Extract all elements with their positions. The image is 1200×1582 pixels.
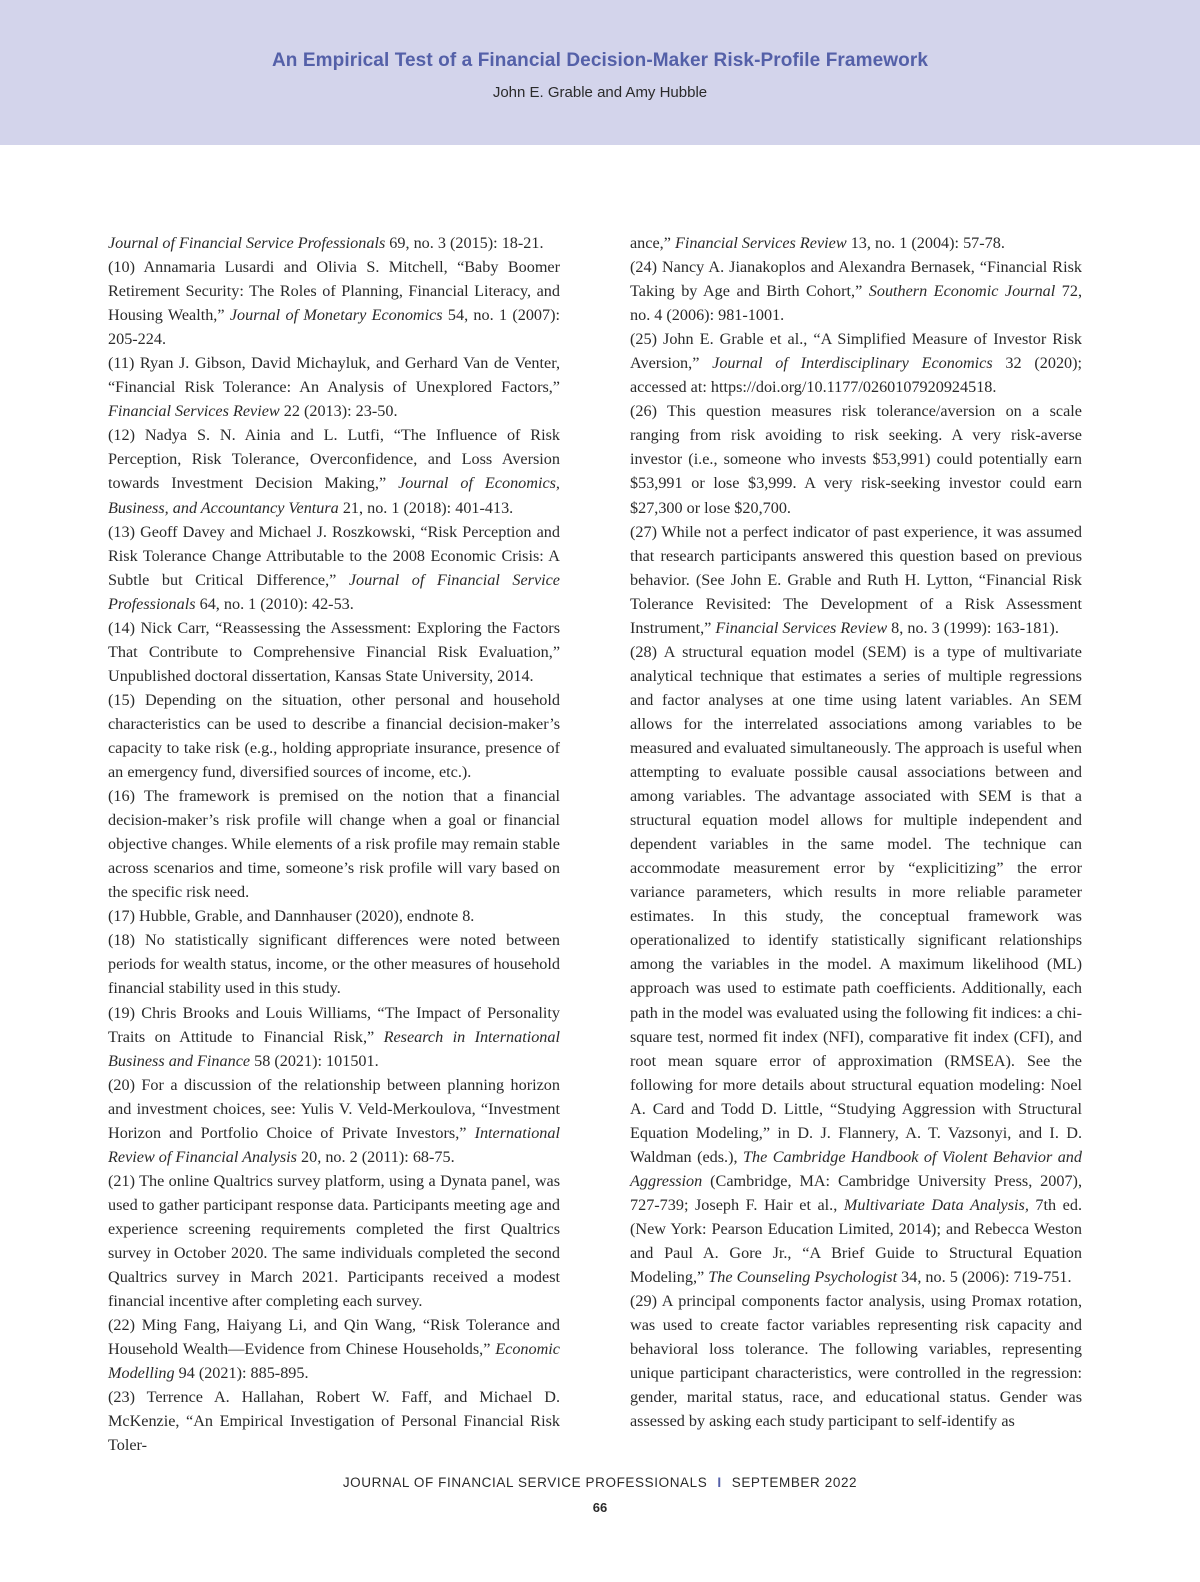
endnote-text: (25) John E. Grable et al., “A Simplified Measure of Investor Risk Aversion,” [630, 330, 1082, 373]
endnote-text: (18) No statistically significant differences were noted between periods for wealth status, income, or the other measures of household financial stability used in this study. [108, 931, 560, 998]
endnote-note-14 [108, 616, 560, 688]
endnote-text: (Cambridge, MA: Cambridge University Press, 2007), 727-739; Joseph F. Hair et al., [630, 1171, 1082, 1214]
endnote-text: (27) While not a perfect indicator of past experience, it was assumed that research participants answered this question based on previous behavior. (See John E. Grable and Ruth H. Lytton, “Financial Risk Tolerance Revisited: The Development of a Risk Assessment Instrument,” [630, 522, 1082, 637]
endnote-text: 58 (2021): 101501. [250, 1051, 379, 1070]
endnote-text: (13) Geoff Davey and Michael J. Roszkowski, “Risk Perception and Risk Tolerance Change Attributable to the 2008 Economic Crisis: A Subtle but Critical Difference,” [108, 522, 560, 589]
footer-separator: I [717, 1475, 722, 1490]
endnote-note-17 [108, 904, 560, 928]
endnote-note-29 [630, 1289, 1082, 1433]
page-number: 66 [592, 1500, 608, 1515]
endnote-text: (10) Annamaria Lusardi and Olivia S. Mitchell, “Baby Boomer Retirement Security: The Roles of Planning, Financial Literacy, and Housing Wealth,” [108, 258, 560, 325]
endnote-note-27 [630, 520, 1082, 640]
endnote-text: (20) For a discussion of the relationship between planning horizon and investment choices, see: Yulis V. Veld-Merkoulova, “Investment Horizon and Portfolio Choice of Private Investors,” [108, 1075, 560, 1142]
endnote-text: 72, no. 4 (2006): 981-1001. [630, 282, 1082, 325]
endnotes-right-column [630, 231, 1082, 1433]
endnote-text: (26) This question measures risk tolerance/aversion on a scale ranging from risk avoiding to risk seeking. A very risk-averse investor (i.e., someone who invests $53,991) could potentially earn $53,991 or lose $3,999. A very risk-seeking investor could earn $27,300 or lose $20,700. [630, 402, 1082, 517]
citation-title: Journal of Economics, Business, and Accountancy Ventura [108, 474, 560, 517]
endnote-note-22 [108, 1313, 560, 1385]
endnote-text: 8, no. 3 (1999): 163-181). [887, 618, 1059, 637]
citation-title: Southern Economic Journal [868, 282, 1056, 301]
endnote-text: 69, no. 3 (2015): 18-21. [385, 234, 544, 252]
endnote-note-10 [108, 255, 560, 351]
citation-title: Financial Services Review [108, 402, 280, 421]
citation-title: Research in International Business and Finance [108, 1027, 560, 1070]
citation-title: The Counseling Psychologist [708, 1268, 898, 1287]
endnote-text: (22) Ming Fang, Haiyang Li, and Qin Wang, “Risk Tolerance and Household Wealth—Evidence from Chinese Households,” [108, 1316, 560, 1359]
citation-title: Journal of Financial Service Professionals [108, 570, 560, 613]
footer-journal-line [0, 1475, 1200, 1490]
endnote-note-19 [108, 1001, 560, 1073]
endnote-note-18 [108, 928, 560, 1000]
endnote-text: 94 (2021): 885-895. [174, 1364, 309, 1383]
endnote-note-25 [630, 327, 1082, 399]
endnote-text: (23) Terrence A. Hallahan, Robert W. Faff, and Michael D. McKenzie, “An Empirical Investigation of Personal Financial Risk Toler- [108, 1388, 560, 1455]
endnote-text: 21, no. 1 (2018): 401-413. [338, 498, 514, 517]
citation-title: Journal of Interdisciplinary Economics [712, 354, 993, 373]
footer-issue-date: SEPTEMBER 2022 [731, 1475, 858, 1490]
endnote-note-24 [630, 255, 1082, 327]
citation-title: Multivariate Data Analysis, [843, 1195, 1029, 1214]
endnote-text: 34, no. 5 (2006): 719-751. [897, 1268, 1072, 1287]
endnote-note-12 [108, 423, 560, 519]
endnote-text: (29) A principal components factor analysis, using Promax rotation, was used to create factor variables representing risk capacity and behavioral loss tolerance. The following variables, representing unique participant characteristics, were controlled in the regression: gender, marital status, race, and educational status. Gender was assessed by asking each study participant to self-identify as [630, 1292, 1082, 1431]
endnote-note-21 [108, 1169, 560, 1313]
citation-title: International Review of Financial Analysis [108, 1123, 560, 1166]
citation-title: Financial Services Review [674, 234, 847, 252]
endnote-text: (28) A structural equation model (SEM) is a type of multivariate analytical technique that estimates a series of multiple regressions and factor analyses at one time using latent variables. An SEM allows for the interrelated associations among variables to be measured and evaluated simultaneously. The approach is useful when attempting to evaluate possible causal associations between and among variables. The advantage associated with SEM is that a structural equation model allows for multiple independent and dependent variables in the same model. The technique can accommodate measurement error by “explicitizing” the error variance parameters, which results in more reliable parameter estimates. In this study, the conceptual framework was operationalized to identify statistically significant relationships among the variables in the model. A maximum likelihood (ML) approach was used to estimate path coefficients. Additionally, each path in the model was evaluated using the following fit indices: a chi-square test, normed fit index (NFI), comparative fit index (CFI), and root mean square error of approximation (RMSEA). See the following for more details about structural equation modeling: Noel A. Card and Todd D. Little, “Studying Aggression with Structural Equation Modeling,” in D. J. Flannery, A. T. Vazsonyi, and I. D. Waldman (eds.), [630, 642, 1082, 1166]
footer-journal-name: JOURNAL OF FINANCIAL SERVICE PROFESSIONALS [342, 1475, 708, 1490]
endnote-text: 7th ed. (New York: Pearson Education Limited, 2014); and Rebecca Weston and Paul A. Gore Jr., “A Brief Guide to Structural Equation Modeling,” [630, 1195, 1083, 1287]
endnote-text: 13, no. 1 (2004): 57-78. [846, 234, 1005, 252]
endnote-text: (15) Depending on the situation, other personal and household characteristics can be used to describe a financial decision-maker’s capacity to take risk (e.g., holding appropriate insurance, presence of an emergency fund, diversified sources of income, etc.). [108, 690, 560, 782]
endnote-text: (17) Hubble, Grable, and Dannhauser (2020), endnote 8. [108, 907, 475, 926]
citation-title: The Cambridge Handbook of Violent Behavior and Aggression [630, 1147, 1082, 1190]
citation-title: Financial Services Review [715, 618, 888, 637]
endnote-text: ance,” [630, 234, 675, 252]
article-title: An Empirical Test of a Financial Decision-Maker Risk-Profile Framework [271, 50, 928, 71]
endnote-text: (11) Ryan J. Gibson, David Michayluk, and Gerhard Van de Venter, “Financial Risk Tolerance: An Analysis of Unexplored Factors,” [108, 354, 560, 397]
endnote-text: 20, no. 2 (2011): 68-75. [296, 1147, 455, 1166]
citation-title: Journal of Monetary Economics [229, 306, 443, 325]
endnote-text: (16) The framework is premised on the notion that a financial decision-maker’s risk profile will change when a goal or financial objective changes. While elements of a risk profile may remain stable across scenarios and time, someone’s risk profile will vary based on the specific risk need. [108, 787, 560, 902]
article-authors: John E. Grable and Amy Hubble [492, 84, 708, 101]
endnote-text: 64, no. 1 (2010): 42-53. [195, 594, 354, 613]
endnote-note-16 [108, 784, 560, 904]
endnote-right-cont [630, 231, 1082, 255]
endnote-note-23 [108, 1385, 560, 1457]
citation-title: Economic Modelling [108, 1340, 560, 1383]
endnote-note-26 [630, 399, 1082, 519]
endnote-text: 54, no. 1 (2007): 205-224. [108, 306, 560, 349]
endnote-note-13 [108, 520, 560, 616]
endnote-text: (24) Nancy A. Jianakoplos and Alexandra Bernasek, “Financial Risk Taking by Age and Birth Cohort,” [630, 258, 1082, 301]
endnote-note-15 [108, 688, 560, 784]
endnote-text: (14) Nick Carr, “Reassessing the Assessment: Exploring the Factors That Contribute to Comprehensive Financial Risk Evaluation,” Unpublished doctoral dissertation, Kansas State University, 2014. [108, 618, 560, 685]
citation-title: Journal of Financial Service Professionals [108, 234, 386, 252]
endnote-text: (19) Chris Brooks and Louis Williams, “The Impact of Personality Traits on Attitude to Financial Risk,” [108, 1003, 560, 1046]
header-band [0, 0, 1200, 145]
endnote-note-28 [630, 640, 1082, 1289]
endnote-note-11 [108, 351, 560, 423]
endnotes-left-column [108, 231, 560, 1457]
endnote-left-cont [108, 231, 560, 255]
endnote-text: 32 (2020); accessed at: https://doi.org/10.1177/0260107920924518. [630, 354, 1083, 397]
endnote-text: (12) Nadya S. N. Ainia and L. Lutfi, “The Influence of Risk Perception, Risk Tolerance, Overconfidence, and Loss Aversion towards Investment Decision Making,” [108, 426, 560, 493]
endnote-text: (21) The online Qualtrics survey platform, using a Dynata panel, was used to gather participant response data. Participants meeting age and experience screening requirements completed the first Qualtrics survey in October 2020. The same individuals completed the second Qualtrics survey in March 2021. Participants received a modest financial incentive after completing each survey. [108, 1171, 560, 1311]
endnote-note-20 [108, 1073, 560, 1169]
endnote-text: 22 (2013): 23-50. [279, 402, 398, 421]
